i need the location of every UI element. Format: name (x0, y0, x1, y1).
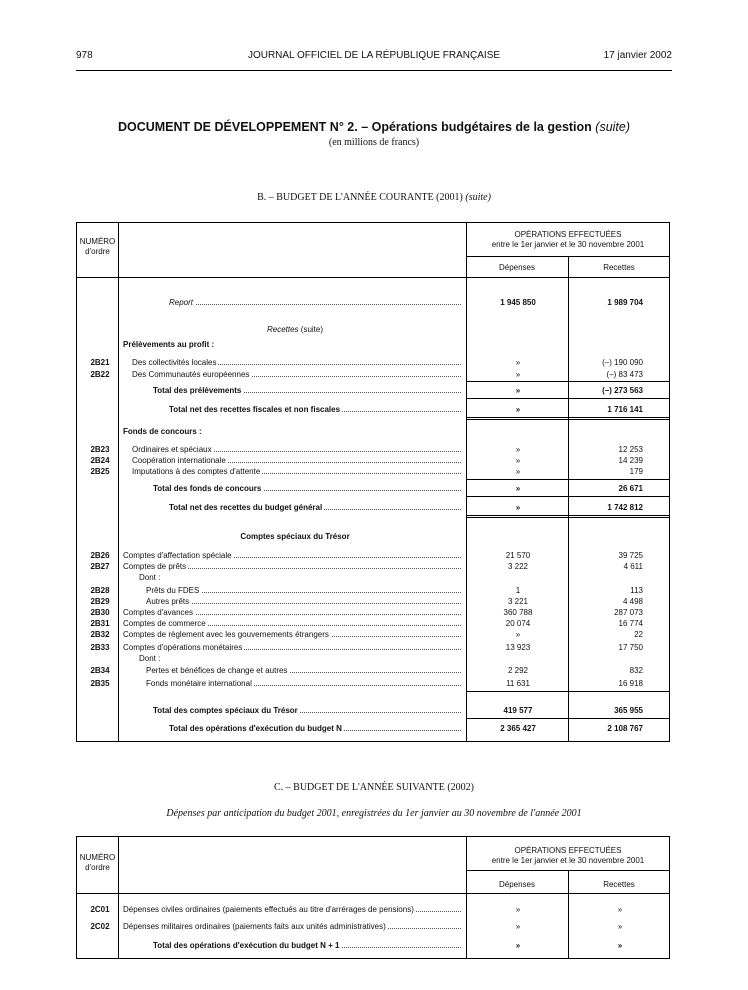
numero-label: NUMÉRO (79, 237, 116, 246)
row-code: 2B34 (90, 666, 110, 675)
table-row (77, 653, 669, 664)
table-row (77, 607, 669, 618)
period-label: entre le 1er janvier et le 30 novembre 2001 (491, 240, 645, 249)
row-label: Dépenses civiles ordinaires (paiements effectués au titre d'arrérages de pensions) (123, 905, 414, 914)
row-rec: (–) 83 473 (606, 370, 643, 379)
row-rec: » (617, 922, 623, 931)
row-dep: » (515, 922, 521, 931)
row-dep: » (515, 358, 521, 367)
row-label: Pertes et bénéfices de change et autres (146, 666, 288, 675)
table-row (77, 466, 669, 477)
row-label: Des Communautés européennes (132, 370, 250, 379)
ops-label: OPÉRATIONS EFFECTUÉES (514, 846, 622, 855)
total-prelevements-row (77, 385, 669, 396)
row-code: 2B32 (90, 630, 110, 639)
total-cst-label: Total des comptes spéciaux du Trésor (153, 706, 298, 715)
total-net-budget-dep: » (515, 503, 521, 512)
row-dep: » (515, 370, 521, 379)
row-rec: 113 (630, 586, 643, 595)
row-label: Comptes de prêts (123, 562, 187, 571)
total-net-budget-row (77, 502, 669, 513)
report-dep: 1 945 850 (500, 298, 536, 307)
total-exec-row (77, 723, 669, 734)
period-label: entre le 1er janvier et le 30 novembre 2001 (491, 856, 645, 865)
row-dep: 3 222 (507, 562, 529, 571)
row-dep: 2 292 (507, 666, 529, 675)
total-cst-rec: 365 955 (614, 706, 643, 715)
table-row (77, 642, 669, 653)
row-label: Dont : (139, 654, 161, 663)
row-dep: » (515, 467, 521, 476)
table-row (77, 678, 669, 689)
row-code: 2B25 (90, 467, 110, 476)
row-rec: 14 239 (618, 456, 643, 465)
total-net-budget-rec: 1 742 812 (607, 503, 643, 512)
row-code: 2B23 (90, 445, 110, 454)
total-fonds-label: Total des fonds de concours (153, 484, 262, 493)
col-numero-header (77, 237, 118, 257)
fonds-heading (77, 426, 669, 437)
table-budget-suivant (76, 836, 670, 959)
row-dep: » (515, 630, 521, 639)
document-title-main: DOCUMENT DE DÉVELOPPEMENT N° 2. – Opérations budgétaires de la gestion (117, 120, 592, 134)
row-code: 2B29 (90, 597, 110, 606)
row-code: 2B26 (90, 551, 110, 560)
row-rec: 4 611 (623, 562, 643, 571)
table-row (77, 561, 669, 572)
col-depenses-header: Dépenses (498, 880, 536, 889)
total-c-dep: » (515, 941, 521, 950)
row-dep: 11 631 (506, 679, 530, 688)
row-code: 2B21 (90, 358, 110, 367)
recettes-suite-b: (suite) (298, 325, 324, 334)
row-code: 2B33 (90, 643, 110, 652)
table-row (77, 455, 669, 466)
ops-label: OPÉRATIONS EFFECTUÉES (514, 230, 622, 239)
row-rec: (–) 190 090 (602, 358, 643, 367)
table-row (77, 596, 669, 607)
col-numero-header (77, 853, 118, 873)
total-net-recettes-rec: 1 716 141 (607, 405, 643, 414)
table-row (77, 550, 669, 561)
row-rec: 12 253 (618, 445, 643, 454)
row-label: Comptes d'avances (123, 608, 194, 617)
row-label: Imputations à des comptes d'attente (132, 467, 261, 476)
report-label: Report (169, 298, 194, 307)
report-rec: 1 989 704 (607, 298, 643, 307)
row-rec: » (617, 905, 623, 914)
prelevements-heading-text: Prélèvements au profit : (123, 340, 215, 349)
ordre-label: d'ordre (85, 247, 110, 256)
total-cst-dep: 419 577 (503, 706, 533, 715)
section-b-title (0, 192, 748, 203)
row-rec: 39 725 (618, 551, 643, 560)
cst-heading (77, 531, 669, 542)
table-row (77, 665, 669, 676)
row-label: Comptes de règlement avec les gouvernements étrangers (123, 630, 329, 639)
total-prelevements-rec: (–) 273 563 (602, 386, 643, 395)
page-header (76, 50, 672, 71)
total-fonds-dep: » (515, 484, 521, 493)
prelevements-heading (77, 339, 669, 350)
table-row (77, 629, 669, 640)
row-code: 2B27 (90, 562, 110, 571)
row-dep: 13 923 (505, 643, 531, 652)
row-code: 2B35 (90, 679, 110, 688)
row-code: 2B22 (90, 370, 110, 379)
row-label: Fonds monétaire international (146, 679, 252, 688)
table-row (77, 572, 669, 583)
cst-heading-text: Comptes spéciaux du Trésor (240, 532, 350, 541)
table-row (77, 369, 669, 380)
numero-label: NUMÉRO (79, 853, 116, 862)
row-rec: 22 (634, 630, 643, 639)
section-c-title: C. – BUDGET DE L'ANNÉE SUIVANTE (2002) (273, 782, 475, 793)
row-dep: 21 570 (505, 551, 531, 560)
row-code: 2B28 (90, 586, 110, 595)
row-rec: 17 750 (618, 643, 643, 652)
row-dep: 360 788 (503, 608, 533, 617)
row-label: Dépenses militaires ordinaires (paiements faits aux unités administratives) (123, 922, 386, 931)
table-row (77, 618, 669, 629)
row-label: Comptes d'affectation spéciale (123, 551, 232, 560)
row-rec: 179 (629, 467, 643, 476)
row-rec: 832 (629, 666, 643, 675)
row-dep: 20 074 (505, 619, 531, 628)
total-net-budget-label: Total net des recettes du budget général (169, 503, 323, 512)
total-net-recettes-row (77, 404, 669, 415)
table-row (77, 921, 669, 932)
total-c-label: Total des opérations d'exécution du budget N + 1 (153, 941, 340, 950)
row-code: 2B30 (90, 608, 110, 617)
total-exec-rec: 2 108 767 (607, 724, 643, 733)
table-row (77, 357, 669, 368)
section-b-suite: (suite) (465, 192, 491, 203)
total-fonds-row (77, 483, 669, 494)
row-label: Prêts du FDES (146, 586, 200, 595)
page-number: 978 (76, 50, 93, 61)
row-label: Dont : (139, 573, 161, 582)
table-budget-courant (76, 222, 670, 742)
ops-header (466, 846, 670, 866)
row-label: Comptes de commerce (123, 619, 206, 628)
row-code: 2B31 (90, 619, 110, 628)
col-recettes-header: Recettes (603, 263, 635, 272)
row-dep: » (515, 445, 521, 454)
total-prelevements-label: Total des prélèvements (153, 386, 242, 395)
row-rec: 16 918 (618, 679, 643, 688)
total-c-row (77, 940, 669, 951)
col-recettes-header: Recettes (603, 880, 635, 889)
col-depenses-header: Dépenses (498, 263, 536, 272)
total-prelevements-dep: » (515, 386, 521, 395)
document-title (0, 120, 748, 134)
ops-header (466, 230, 670, 250)
row-label: Autres prêts (146, 597, 190, 606)
row-dep: » (515, 456, 521, 465)
total-c-rec: » (617, 941, 623, 950)
total-cst-row (77, 705, 669, 716)
total-exec-label: Total des opérations d'exécution du budget N (169, 724, 342, 733)
row-rec: 16 774 (618, 619, 643, 628)
recettes-suite-heading (77, 324, 669, 335)
ordre-label: d'ordre (85, 863, 110, 872)
total-fonds-rec: 26 671 (618, 484, 643, 493)
section-c-subtitle: Dépenses par anticipation du budget 2001, enregistrées du 1er janvier au 30 novembre de l'année 2001 (166, 808, 582, 819)
total-exec-dep: 2 365 427 (500, 724, 536, 733)
document-title-suite: (suite) (595, 120, 631, 134)
row-label: Des collectivités locales (132, 358, 217, 367)
recettes-suite-a: Recettes (266, 325, 299, 334)
section-b-title-text: B. – BUDGET DE L'ANNÉE COURANTE (2001) (257, 192, 463, 203)
row-code: 2C01 (90, 905, 110, 914)
report-row (77, 297, 669, 308)
row-rec: 287 073 (614, 608, 643, 617)
row-label: Comptes d'opérations monétaires (123, 643, 243, 652)
issue-date: 17 janvier 2002 (603, 50, 672, 61)
row-dep: » (515, 905, 521, 914)
fonds-heading-text: Fonds de concours : (123, 427, 202, 436)
row-dep: 1 (515, 586, 521, 595)
table-row (77, 444, 669, 455)
total-net-recettes-dep: » (515, 405, 521, 414)
row-label: Ordinaires et spéciaux (132, 445, 212, 454)
row-code: 2B24 (90, 456, 110, 465)
total-net-recettes-label: Total net des recettes fiscales et non fiscales (169, 405, 341, 414)
table-row (77, 585, 669, 596)
table-row (77, 904, 669, 915)
row-code: 2C02 (90, 922, 110, 931)
row-dep: 3 221 (507, 597, 529, 606)
units-note: (en millions de francs) (328, 137, 420, 148)
journal-title: JOURNAL OFFICIEL DE LA RÉPUBLIQUE FRANÇAISE (247, 50, 501, 61)
row-label: Coopération internationale (132, 456, 226, 465)
row-rec: 4 498 (622, 597, 643, 606)
